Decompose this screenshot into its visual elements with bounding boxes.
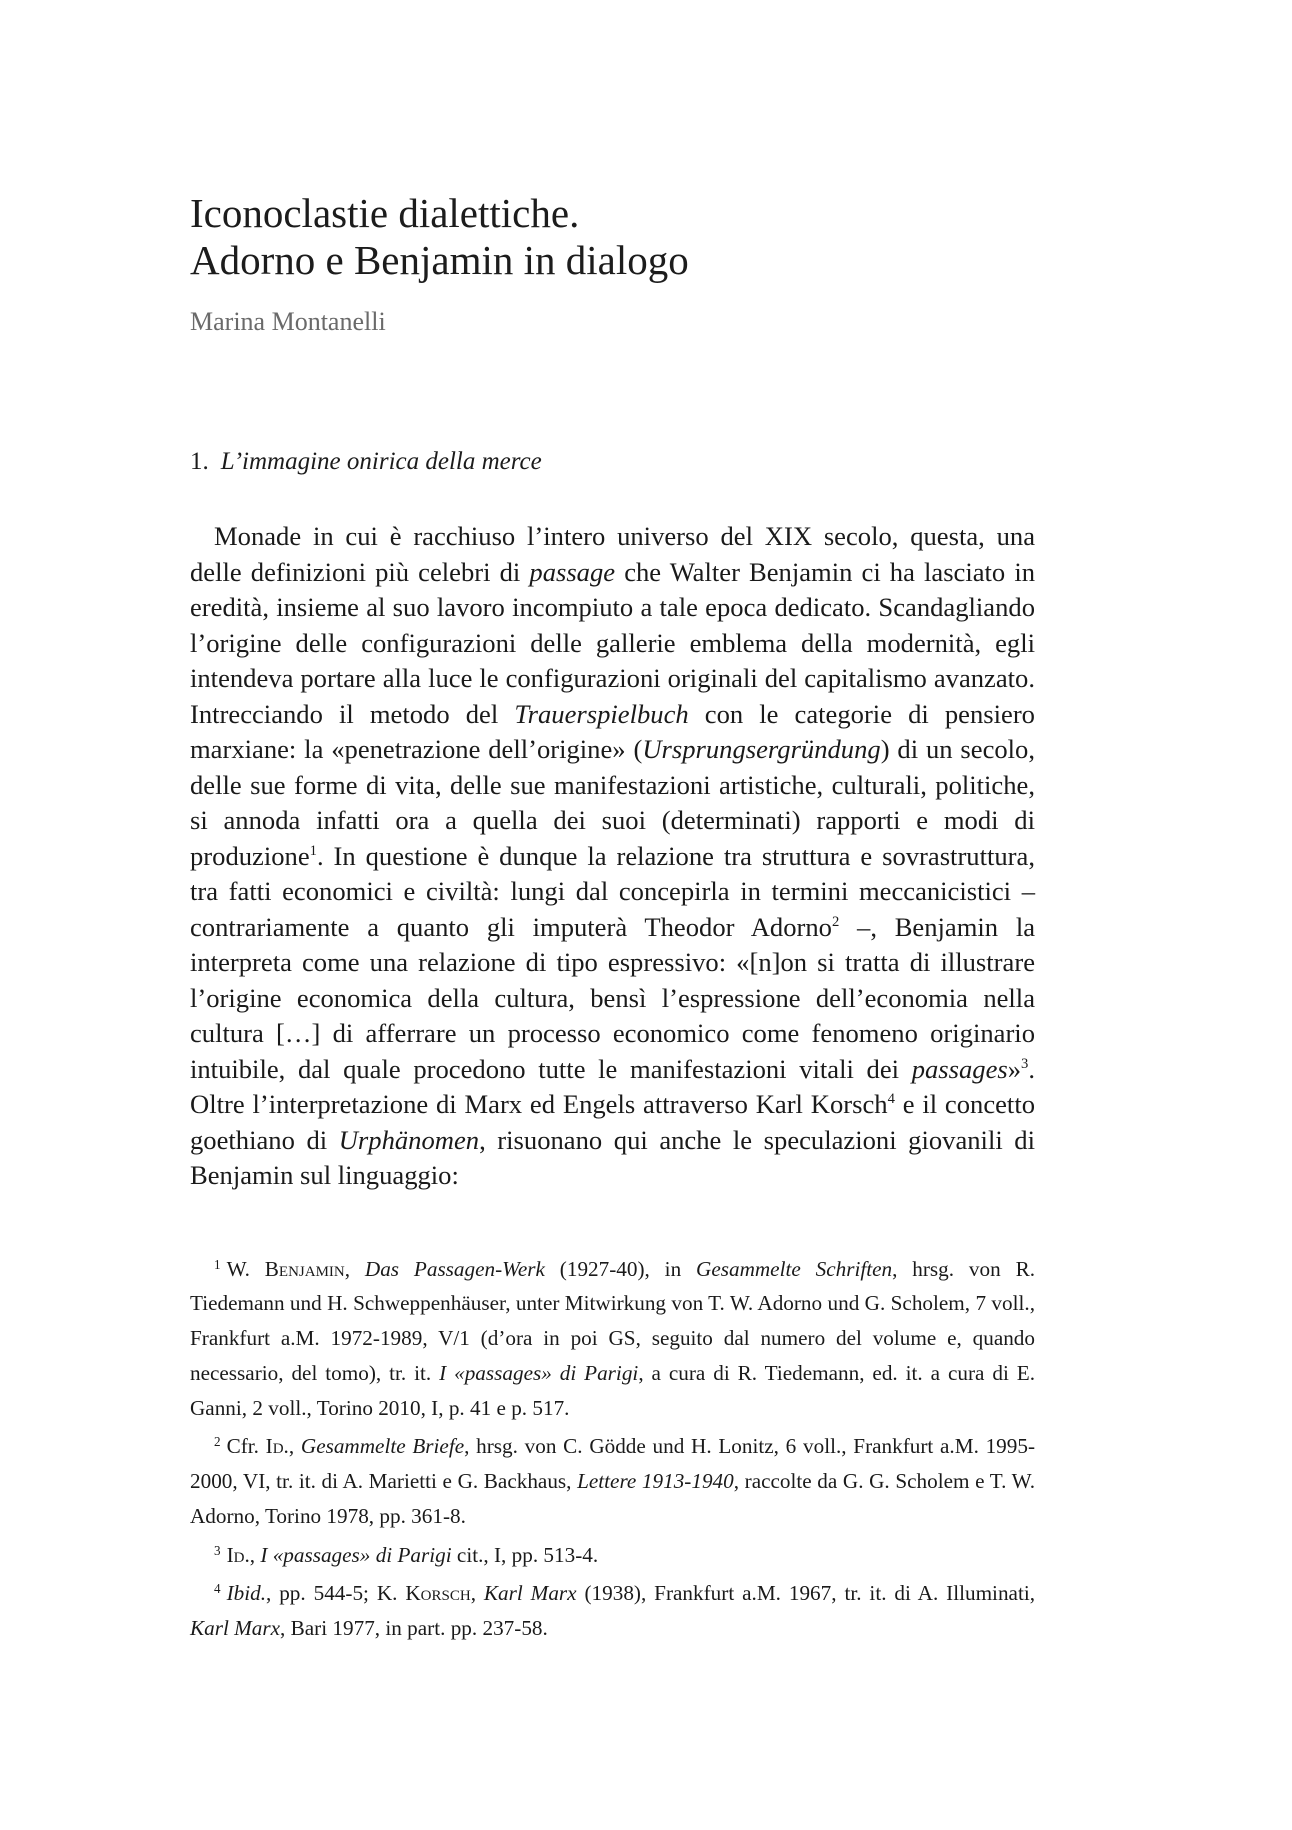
text-run: (1927-40), in bbox=[544, 1256, 697, 1281]
text-run: –, Benjamin la interpreta come una relazione di tipo espressivo: «[n]on si tratta di illustrare l’origine economica della cultura, bensì l’espressione dell’economia nella cultura […] di afferrare un processo economico come fenomeno originario intuibile, dal quale procedono tutte le manifestazioni vitali dei bbox=[190, 911, 1036, 1084]
text-run: , bbox=[249, 1542, 261, 1567]
italic-run: Ursprungsergründung bbox=[642, 734, 881, 764]
italic-run: Das Passagen-Werk bbox=[364, 1256, 545, 1281]
footnote-ref-1[interactable]: 1 bbox=[309, 842, 317, 859]
text-run: » bbox=[1007, 1053, 1022, 1084]
italic-run: I «passages» di Parigi bbox=[439, 1360, 639, 1385]
text-run: , Bari 1977, in part. pp. 237-58. bbox=[280, 1616, 548, 1641]
footnotes bbox=[190, 1248, 1035, 1647]
text-run: , hrsg. von C. Gödde und H. Lonitz, 6 voll., Frankfurt a.M. 1995-2000, VI, tr. it. di A. Marietti e G. Backhaus, bbox=[190, 1434, 1036, 1494]
italic-run: Ibid. bbox=[226, 1581, 266, 1606]
title-line-2: Adorno e Benjamin in dialogo bbox=[190, 237, 689, 283]
italic-run: Trauerspielbuch bbox=[514, 698, 689, 729]
text-run: , raccolte da G. G. Scholem e T. W. Adorno, Torino 1978, pp. 361-8. bbox=[190, 1469, 1035, 1528]
italic-run: Lettere 1913-1940 bbox=[577, 1469, 734, 1494]
section-number: 1. bbox=[190, 448, 209, 475]
body-paragraph bbox=[190, 519, 1035, 1194]
section-heading bbox=[190, 447, 1035, 477]
text-run: Monade in cui è racchiuso l’intero universo del XIX secolo, questa, una delle definizioni più celebri di bbox=[190, 521, 1035, 587]
article-title bbox=[190, 190, 1035, 284]
footnote-2 bbox=[190, 1425, 1035, 1533]
footnote-number: 1 bbox=[214, 1256, 221, 1272]
italic-run: Karl Marx bbox=[190, 1616, 281, 1641]
small-caps-run: Id. bbox=[226, 1542, 250, 1567]
footnote-3 bbox=[190, 1534, 1035, 1573]
text-run: , bbox=[288, 1434, 301, 1459]
text-run: , a cura di R. Tiedemann, ed. it. a cura di E. Ganni, 2 voll., Torino 2010, I, p. 41 e p. 517. bbox=[190, 1360, 1036, 1420]
section-title: L’immagine onirica della merce bbox=[220, 448, 542, 475]
text-run: cit., I, pp. 513-4. bbox=[451, 1542, 599, 1567]
text-run: (1938), Frankfurt a.M. 1967, tr. it. di A. Illuminati, bbox=[576, 1581, 1036, 1606]
italic-run: passages bbox=[911, 1053, 1008, 1084]
italic-run: Gesammelte Briefe bbox=[300, 1434, 465, 1459]
article-page bbox=[190, 190, 1035, 1646]
footnote-number: 2 bbox=[214, 1434, 221, 1450]
italic-run: Karl Marx bbox=[483, 1581, 577, 1606]
footnote-number: 4 bbox=[214, 1581, 221, 1597]
text-run: , bbox=[344, 1256, 365, 1281]
footnote-ref-2[interactable]: 2 bbox=[831, 913, 840, 930]
text-run: ) di un secolo, delle sue forme di vita, delle sue manifestazioni artistiche, culturali, politiche, si annoda infatti ora a quella dei suoi (determinati) rapporti e modi di produzione bbox=[190, 734, 1036, 871]
author-name: Marina Montanelli bbox=[190, 307, 386, 336]
footnote-number: 3 bbox=[214, 1542, 221, 1558]
text-run: Cfr. bbox=[226, 1434, 266, 1459]
text-run: , hrsg. von R. Tiedemann und H. Schweppenhäuser, unter Mitwirkung von T. W. Adorno und G. Scholem, 7 voll., Frankfurt a.M. 1972-1989, V/1 (d’ora in poi GS, seguito dal numero del volume e, quando necessario, del tomo), tr. it. bbox=[190, 1256, 1035, 1385]
text-run: , risuonano qui anche le speculazioni giovanili di Benjamin sul linguaggio: bbox=[190, 1124, 1035, 1190]
small-caps-run: Benjamin bbox=[264, 1256, 345, 1281]
italic-run: I «passages» di Parigi bbox=[260, 1542, 452, 1567]
footnote-1 bbox=[190, 1248, 1035, 1426]
text-run: che Walter Benjamin ci ha lasciato in eredità, insieme al suo lavoro incompiuto a tale epoca dedicato. Scandagliando l’origine delle configurazioni delle gallerie emblema della modernità, egli intendeva portare alla luce le configurazioni originali del capitalismo avanzato. Intrecciando il metodo del bbox=[190, 556, 1036, 729]
footnote-ref-4[interactable]: 4 bbox=[887, 1090, 895, 1107]
footnote-ref-3[interactable]: 3 bbox=[1021, 1055, 1029, 1072]
title-line-1: Iconoclastie dialettiche. bbox=[190, 190, 580, 236]
italic-run: passage bbox=[529, 556, 616, 587]
text-run: W. bbox=[226, 1256, 265, 1281]
text-run: , bbox=[470, 1581, 484, 1606]
small-caps-run: Id. bbox=[265, 1434, 289, 1459]
text-run: . In questione è dunque la relazione tra struttura e sovrastruttura, tra fatti economici e civiltà: lungi dal concepirla in termini meccanicistici – contrariamente a quanto gli imputerà Theodor Adorno bbox=[190, 840, 1035, 942]
text-run: e il concetto goethiano di bbox=[190, 1089, 1036, 1155]
text-run: , pp. 544-5; K. bbox=[266, 1581, 406, 1606]
italic-run: Urphänomen bbox=[338, 1124, 480, 1155]
footnote-4 bbox=[190, 1572, 1035, 1646]
text-run: . Oltre l’interpretazione di Marx ed Engels attraverso Karl Korsch bbox=[190, 1053, 1035, 1119]
text-run: con le categorie di pensiero marxiane: la «penetrazione dell’origine» ( bbox=[190, 698, 1035, 764]
italic-run: Gesammelte Schriften bbox=[696, 1256, 893, 1281]
small-caps-run: Korsch bbox=[405, 1581, 471, 1606]
